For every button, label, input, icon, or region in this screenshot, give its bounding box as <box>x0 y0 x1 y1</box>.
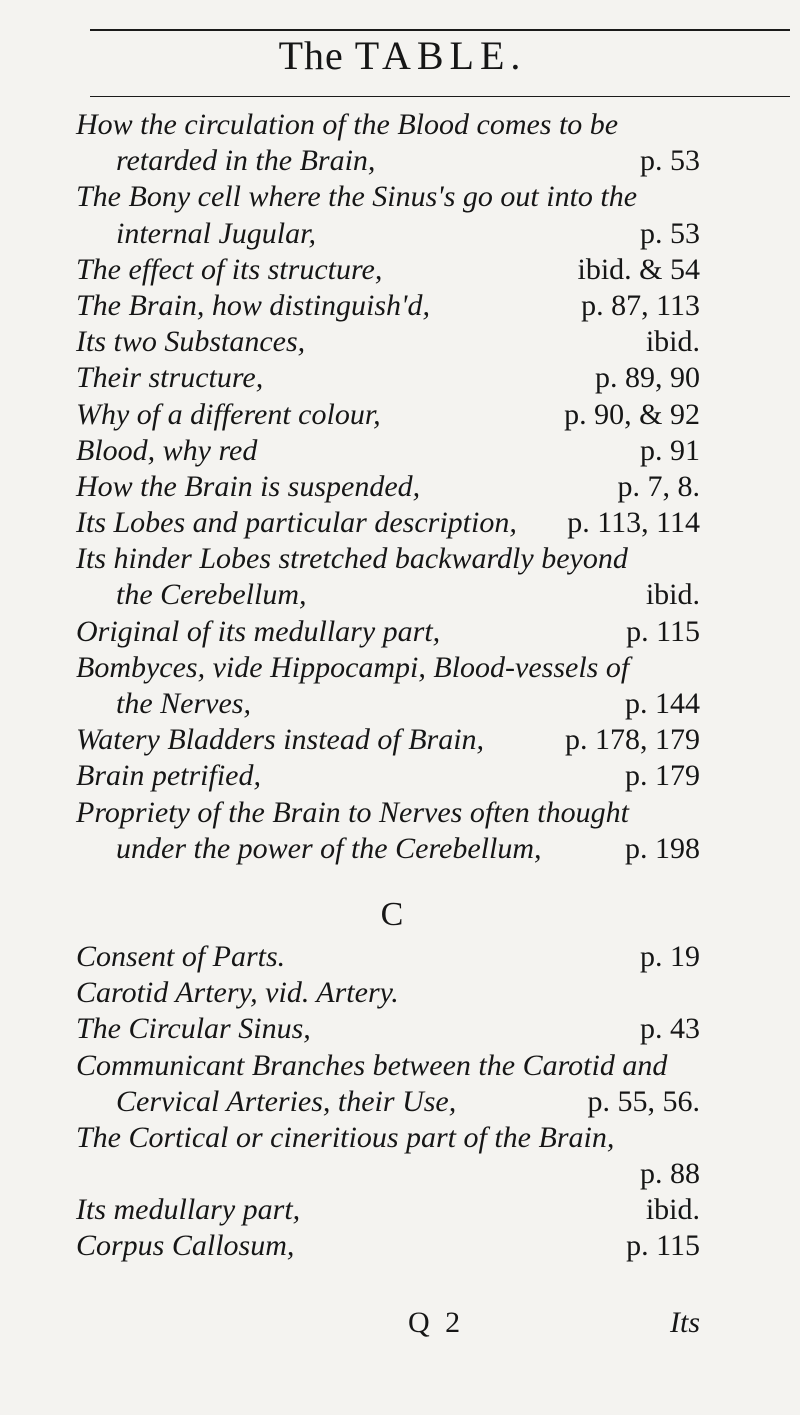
entry-text: Corpus Callosum, <box>76 1229 295 1263</box>
index-line <box>76 577 700 613</box>
entry-text: Consent of Parts. <box>76 939 286 973</box>
page-reference: ibid. <box>645 325 700 359</box>
page-reference: ibid. <box>645 578 700 612</box>
entry-text: The Circular Sinus, <box>76 1012 311 1046</box>
index-line <box>76 288 700 324</box>
page-title <box>0 30 800 82</box>
page-reference: p. 113, 114 <box>567 506 700 540</box>
entry-text: under the power of the Cerebellum, <box>116 831 542 865</box>
index-line <box>76 831 700 867</box>
index-line <box>76 433 700 469</box>
page-reference: ibid. & 54 <box>577 252 700 286</box>
index-line <box>76 939 700 975</box>
index-line <box>76 1192 700 1228</box>
index-line <box>76 179 700 215</box>
page-reference: p. 90, & 92 <box>564 397 700 431</box>
index-line <box>76 1228 700 1264</box>
entry-text: The Brain, how distinguish'd, <box>76 288 430 322</box>
entry-text: The Cortical or cineritious part of the Brain, <box>76 1120 615 1154</box>
entry-text: Its two Substances, <box>76 325 306 359</box>
entry-text: How the circulation of the Blood comes to be <box>76 108 619 141</box>
index-line <box>76 686 700 722</box>
page-reference: p. 89, 90 <box>595 361 700 395</box>
entry-text: How the Brain is suspended, <box>76 469 421 503</box>
page-reference: p. 115 <box>626 1229 700 1263</box>
page-reference: p. 87, 113 <box>581 288 700 322</box>
index-line <box>76 324 700 360</box>
signature-mark: Q 2 <box>408 1306 465 1339</box>
entry-text: Why of a different colour, <box>76 397 381 431</box>
entry-text: Watery Bladders instead of Brain, <box>76 723 485 757</box>
page-reference: p. 53 <box>640 216 700 250</box>
index-line <box>76 107 700 143</box>
index-line <box>76 1011 700 1047</box>
entry-text: the Cerebellum, <box>116 578 307 612</box>
entry-text: The effect of its structure, <box>76 252 383 286</box>
index-line <box>76 795 700 831</box>
entries-group-c <box>76 939 700 1265</box>
entry-text: Original of its medullary part, <box>76 614 441 648</box>
index-line <box>76 1084 700 1120</box>
entry-text: Bombyces, vide Hippocampi, Blood-vessels of <box>76 650 630 684</box>
title-suffix: . <box>510 33 522 78</box>
index-line <box>76 360 700 396</box>
entry-text: The Bony cell where the Sinus's go out into the <box>76 180 638 214</box>
index-line <box>76 758 700 794</box>
entry-text: Cervical Arteries, their Use, <box>116 1084 457 1118</box>
page-reference: p. 7, 8. <box>617 469 700 503</box>
index-line <box>76 722 700 758</box>
entry-text: Communicant Branches between the Carotid and <box>76 1048 668 1082</box>
entry-text: the Nerves, <box>116 687 251 720</box>
page-reference: p. 144 <box>625 687 700 720</box>
index-line <box>76 614 700 650</box>
index-line <box>76 397 700 433</box>
index-line <box>76 650 700 686</box>
title-main: TABLE <box>354 33 511 78</box>
index-line <box>76 143 700 179</box>
index-line <box>76 469 700 505</box>
entry-text: Its hinder Lobes stretched backwardly beyond <box>76 542 628 576</box>
page-reference: p. 179 <box>625 759 700 793</box>
page-reference: p. 19 <box>640 939 700 973</box>
page-reference: p. 53 <box>640 144 700 178</box>
entry-text: internal Jugular, <box>116 216 316 250</box>
entry-text: Its medullary part, <box>76 1193 301 1227</box>
section-letter-c: C <box>380 895 404 933</box>
page-reference: p. 88 <box>640 1157 700 1191</box>
title-rule <box>90 96 790 97</box>
index-line <box>76 216 700 252</box>
index-line <box>76 1156 700 1192</box>
entry-text: Blood, why red <box>76 433 258 467</box>
entry-text: retarded in the Brain, <box>116 144 376 178</box>
index-line <box>76 541 700 577</box>
catchword: Its <box>670 1306 700 1339</box>
index-line <box>76 505 700 541</box>
entry-text: Carotid Artery, vid. Artery. <box>76 976 399 1010</box>
entry-text: Brain petrified, <box>76 759 261 793</box>
index-entries <box>76 107 700 1265</box>
entry-text: Their structure, <box>76 361 264 395</box>
page-reference: p. 55, 56. <box>587 1084 700 1118</box>
page-reference: p. 115 <box>626 614 700 648</box>
index-line <box>76 975 700 1011</box>
index-line <box>76 252 700 288</box>
page-reference: p. 43 <box>640 1012 700 1046</box>
index-line <box>76 1120 700 1156</box>
entry-text: Propriety of the Brain to Nerves often thought <box>76 795 629 829</box>
page-reference: p. 178, 179 <box>565 723 700 757</box>
entry-text: Its Lobes and particular description, <box>76 506 517 540</box>
index-line <box>76 1048 700 1084</box>
page-reference: p. 91 <box>640 433 700 467</box>
entries-group-b <box>76 107 700 867</box>
page-reference: ibid. <box>645 1193 700 1227</box>
page-reference: p. 198 <box>625 831 700 865</box>
title-prefix: The <box>278 33 355 78</box>
